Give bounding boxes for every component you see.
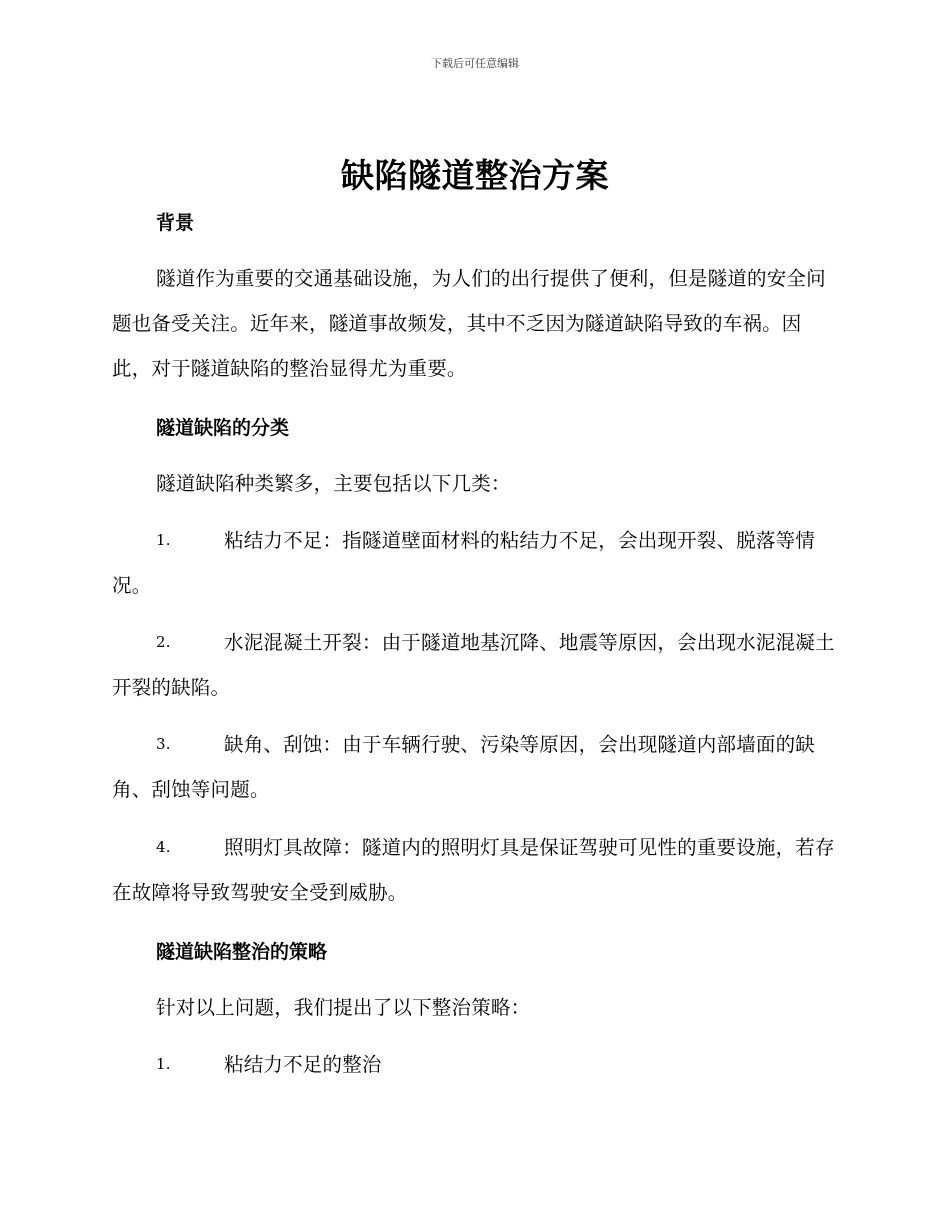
list-item-number: 3. <box>156 735 171 753</box>
page-header-note: 下载后可任意编辑 <box>431 57 519 70</box>
list-item <box>112 722 836 812</box>
document-title: 缺陷隧道整治方案 <box>341 156 609 195</box>
list-item <box>112 620 836 710</box>
list-item <box>112 518 836 608</box>
list-item <box>112 825 836 915</box>
paragraph-background: 隧道作为重要的交通基础设施，为人们的出行提供了便利，但是隧道的安全问题也备受关注。近年来，隧道事故频发，其中不乏因为隧道缺陷导致的车祸。因此，对于隧道缺陷的整治显得尤为重要。 <box>112 267 826 380</box>
list-item-number: 1. <box>156 531 171 549</box>
list-item-text: 粘结力不足的整治 <box>224 1053 382 1076</box>
list-item-text: 缺角、刮蚀：由于车辆行驶、污染等原因，会出现隧道内部墙面的缺角、刮蚀等问题。 <box>112 733 816 801</box>
list-item-number: 4. <box>156 838 171 856</box>
list-item-number: 2. <box>156 633 171 651</box>
section-heading-background: 背景 <box>156 212 195 234</box>
list-item-text: 照明灯具故障：隧道内的照明灯具是保证驾驶可见性的重要设施，若存在故障将导致驾驶安全受到威胁。 <box>112 836 835 904</box>
list-item-text: 水泥混凝土开裂：由于隧道地基沉降、地震等原因，会出现水泥混凝土开裂的缺陷。 <box>112 631 835 699</box>
list-item <box>112 1042 836 1087</box>
paragraph-classification-intro: 隧道缺陷种类繁多，主要包括以下几类： <box>156 472 511 495</box>
paragraph-strategy-intro: 针对以上问题，我们提出了以下整治策略： <box>156 996 531 1019</box>
list-item-text: 粘结力不足：指隧道壁面材料的粘结力不足，会出现开裂、脱落等情况。 <box>112 529 816 597</box>
section-heading-strategy: 隧道缺陷整治的策略 <box>156 941 328 963</box>
section-heading-classification: 隧道缺陷的分类 <box>156 417 290 439</box>
list-item-number: 1. <box>156 1055 171 1073</box>
